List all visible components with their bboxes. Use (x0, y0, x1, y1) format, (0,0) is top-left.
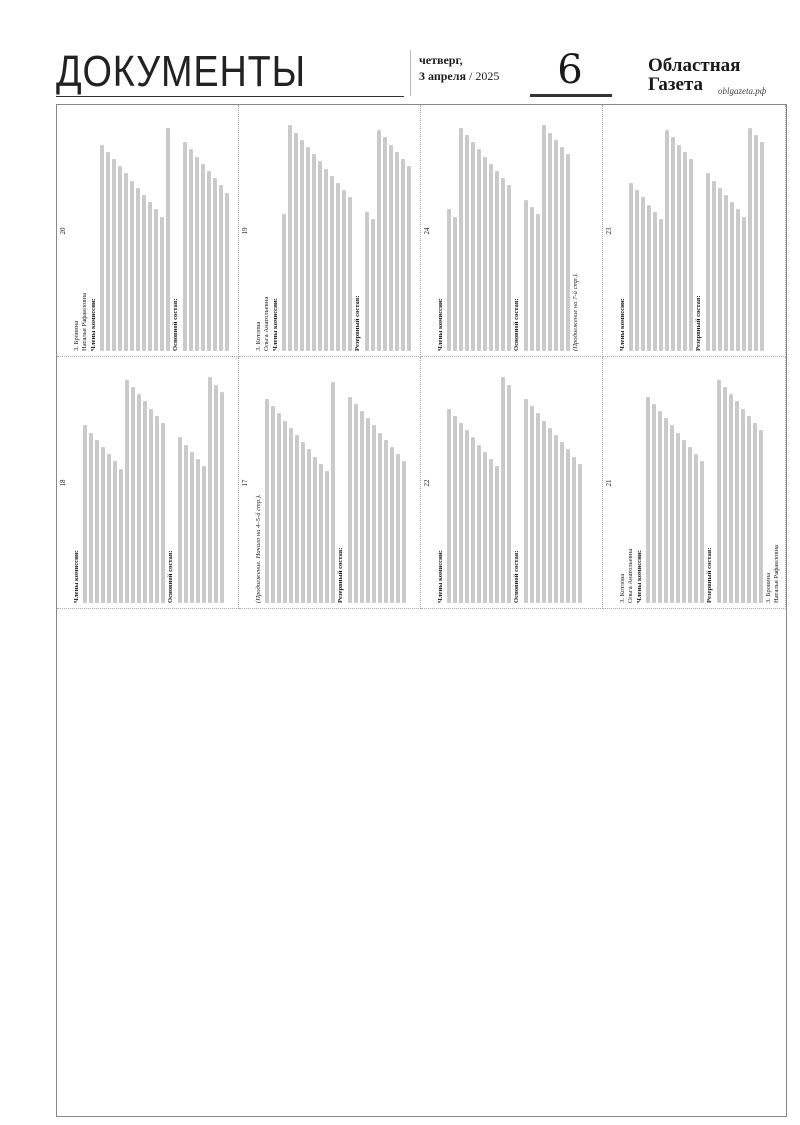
rotated-content (239, 105, 421, 357)
text-line-placeholder (407, 166, 411, 351)
text-line-placeholder (447, 209, 451, 351)
panel-page-number: 23 (605, 227, 613, 235)
commission-panel (239, 357, 421, 609)
text-line-placeholder (447, 409, 451, 603)
page-number: 6 (557, 47, 583, 93)
panel-page-number: 24 (423, 227, 431, 235)
text-line-placeholder (735, 401, 739, 603)
text-line-placeholder (730, 202, 734, 351)
text-line-placeholder (635, 190, 639, 351)
text-line-placeholder (489, 459, 493, 603)
section-heading: Основной состав: (513, 550, 521, 603)
text-line-placeholder (207, 171, 211, 351)
issue-year: / 2025 (468, 68, 500, 83)
text-line-placeholder (214, 385, 218, 603)
text-line: Ольга Анатольевна (627, 548, 635, 603)
panel-page-number: 19 (241, 227, 249, 235)
commission-panel (57, 357, 239, 609)
text-line-placeholder (658, 411, 662, 603)
text-line-placeholder (670, 425, 674, 603)
text-line-placeholder (530, 207, 534, 351)
text-line-placeholder (383, 137, 387, 351)
text-line-placeholder (548, 428, 552, 603)
issue-day-month: 3 апреля (419, 68, 466, 83)
text-line-placeholder (160, 217, 164, 351)
text-line-placeholder (652, 404, 656, 603)
text-line-placeholder (306, 147, 310, 351)
text-line-placeholder (459, 423, 463, 603)
rotated-content (57, 105, 239, 357)
text-line-placeholder (530, 406, 534, 603)
text-line-placeholder (507, 385, 511, 603)
text-line-placeholder (119, 469, 123, 603)
rotated-content (421, 105, 603, 357)
title-rule (56, 96, 404, 97)
page-number-rule (530, 94, 612, 97)
page-header (0, 0, 800, 100)
text-line-placeholder (689, 159, 693, 351)
commission-panel (421, 357, 603, 609)
text-line-placeholder (324, 169, 328, 351)
text-line-placeholder (313, 457, 317, 603)
text-line-placeholder (213, 178, 217, 351)
text-line-placeholder (307, 449, 311, 603)
text-line-placeholder (402, 461, 406, 603)
section-heading: Резервный состав: (337, 547, 345, 603)
text-line-placeholder (166, 128, 170, 351)
text-line-placeholder (554, 435, 558, 603)
commission-panel (603, 105, 786, 357)
text-line-placeholder (389, 145, 393, 351)
text-line-placeholder (396, 454, 400, 603)
text-line-placeholder (729, 394, 733, 603)
text-line-placeholder (677, 145, 681, 351)
logo-line-2: Газета (648, 74, 704, 95)
text-line-placeholder (723, 387, 727, 603)
text-line-placeholder (471, 437, 475, 603)
section-heading: Члены комиссии: (619, 298, 626, 351)
text-line-placeholder (724, 195, 728, 351)
section-heading: Члены комиссии: (437, 298, 444, 351)
text-line-placeholder (342, 190, 346, 351)
text-line: Наталья Рафаиловна (773, 545, 781, 603)
text-line-placeholder (288, 125, 292, 351)
panel-page-number: 20 (59, 227, 67, 235)
section-heading: Резервный состав: (695, 295, 703, 351)
panel-page-number: 18 (59, 479, 67, 487)
text-line-placeholder (566, 449, 570, 603)
text-line-placeholder (155, 416, 159, 603)
text-line-placeholder (676, 433, 680, 603)
text-line-placeholder (483, 157, 487, 351)
text-line-placeholder (189, 149, 193, 351)
rotated-content (421, 357, 603, 609)
text-line-placeholder (401, 159, 405, 351)
text-line-placeholder (360, 411, 364, 603)
text-line-placeholder (282, 214, 286, 351)
document-grid (56, 104, 787, 1117)
text-line-placeholder (142, 195, 146, 351)
text-line-placeholder (95, 440, 99, 603)
text-line-placeholder (183, 142, 187, 351)
commission-panel (421, 105, 603, 357)
text-line: 3. Котлова (619, 573, 626, 603)
text-line-placeholder (161, 423, 165, 603)
text-line-placeholder (107, 454, 111, 603)
text-line-placeholder (653, 212, 657, 351)
text-line-placeholder (395, 152, 399, 351)
text-line: (Продолжение. Начало на 4–5-й стр.). (255, 494, 262, 603)
section-heading: Члены комиссии: (271, 298, 279, 351)
text-line-placeholder (712, 181, 716, 351)
panel-page-number: 17 (241, 479, 249, 487)
section-heading: Резервный состав: (706, 547, 714, 603)
text-line-placeholder (384, 440, 388, 603)
text-line-placeholder (759, 430, 763, 603)
text-line-placeholder (190, 452, 194, 603)
commission-panel (603, 357, 786, 609)
text-line-placeholder (271, 406, 275, 603)
text-line-placeholder (100, 145, 104, 351)
text-line-placeholder (536, 413, 540, 603)
text-line-placeholder (377, 130, 381, 351)
text-line-placeholder (289, 428, 293, 603)
section-heading: Основной состав: (513, 298, 521, 351)
text-line-placeholder (130, 181, 134, 351)
text-line-placeholder (336, 183, 340, 351)
text-line-placeholder (647, 205, 651, 351)
text-line-placeholder (220, 392, 224, 603)
text-line-placeholder (501, 377, 505, 603)
text-line-placeholder (489, 164, 493, 351)
text-line: Ольга Анатольевна (263, 296, 271, 351)
commission-panel (57, 105, 239, 357)
text-line: (Продолжение на 7-й стр.). (571, 272, 579, 351)
section-heading: Члены комиссии: (89, 298, 97, 351)
text-line-placeholder (301, 442, 305, 603)
text-line-placeholder (300, 140, 304, 351)
text-line-placeholder (354, 404, 358, 603)
text-line-placeholder (578, 464, 582, 603)
text-line-placeholder (148, 202, 152, 351)
text-line-placeholder (671, 137, 675, 351)
text-line-placeholder (137, 394, 141, 603)
text-line-placeholder (682, 440, 686, 603)
text-line-placeholder (372, 425, 376, 603)
text-line-placeholder (524, 399, 528, 603)
text-line-placeholder (753, 423, 757, 603)
text-line-placeholder (124, 173, 128, 351)
text-line-placeholder (371, 219, 375, 351)
text-line-placeholder (283, 421, 287, 603)
text-line-placeholder (112, 159, 116, 351)
text-line-placeholder (646, 397, 650, 603)
text-line-placeholder (477, 149, 481, 351)
text-line-placeholder (202, 466, 206, 603)
text-line-placeholder (201, 164, 205, 351)
text-line-placeholder (318, 161, 322, 351)
text-line-placeholder (560, 147, 564, 351)
text-line-placeholder (453, 416, 457, 603)
commission-panel (239, 105, 421, 357)
section-heading: Члены комиссии: (437, 550, 444, 603)
text-line-placeholder (378, 433, 382, 603)
text-line-placeholder (184, 445, 188, 603)
text-line-placeholder (659, 219, 663, 351)
text-line-placeholder (495, 171, 499, 351)
header-divider (410, 50, 411, 96)
text-line-placeholder (665, 130, 669, 351)
text-line-placeholder (495, 466, 499, 603)
text-line-placeholder (700, 461, 704, 603)
text-line-placeholder (319, 464, 323, 603)
text-line-placeholder (348, 397, 352, 603)
text-line-placeholder (136, 188, 140, 351)
text-line-placeholder (149, 409, 153, 603)
text-line-placeholder (178, 437, 182, 603)
text-line: 3. Бровина (764, 572, 772, 603)
panel-page-number: 21 (605, 479, 613, 487)
section-heading: Члены комиссии: (73, 550, 80, 603)
text-line: Наталья Рафаиловна (81, 293, 89, 351)
text-line-placeholder (664, 418, 668, 603)
text-line-placeholder (507, 185, 511, 351)
text-line-placeholder (760, 142, 764, 351)
text-line-placeholder (747, 416, 751, 603)
text-line-placeholder (113, 461, 117, 603)
text-line-placeholder (131, 387, 135, 603)
rotated-content (603, 357, 786, 609)
text-line-placeholder (106, 152, 110, 351)
text-line-placeholder (453, 217, 457, 351)
text-line-placeholder (312, 154, 316, 351)
text-line-placeholder (688, 447, 692, 603)
text-line-placeholder (554, 140, 558, 351)
text-line-placeholder (477, 445, 481, 603)
text-line-placeholder (748, 128, 752, 351)
text-line-placeholder (694, 454, 698, 603)
text-line-placeholder (348, 197, 352, 351)
text-line-placeholder (542, 125, 546, 351)
text-line-placeholder (641, 197, 645, 351)
text-line-placeholder (717, 380, 721, 603)
text-line-placeholder (101, 447, 105, 603)
text-line-placeholder (706, 173, 710, 351)
text-line-placeholder (536, 214, 540, 351)
text-line-placeholder (277, 413, 281, 603)
text-line-placeholder (471, 142, 475, 351)
text-line-placeholder (208, 377, 212, 603)
text-line-placeholder (195, 157, 199, 351)
text-line-placeholder (225, 193, 229, 351)
rotated-content (57, 357, 239, 609)
text-line-placeholder (629, 183, 633, 351)
text-line-placeholder (572, 457, 576, 603)
text-line-placeholder (219, 185, 223, 351)
section-heading: Основной состав: (172, 298, 180, 351)
text-line: 3. Бровина (73, 320, 80, 351)
text-line-placeholder (390, 447, 394, 603)
section-title: ДОКУМЕНТЫ (56, 47, 307, 96)
text-line-placeholder (295, 435, 299, 603)
text-line-placeholder (501, 178, 505, 351)
panel-page-number: 22 (423, 479, 431, 487)
section-heading: Резервный состав: (354, 295, 362, 351)
section-heading: Члены комиссии: (635, 550, 643, 603)
text-line-placeholder (560, 442, 564, 603)
text-line-placeholder (683, 152, 687, 351)
issue-weekday: четверг, (419, 53, 463, 67)
text-line-placeholder (154, 209, 158, 351)
text-line-placeholder (465, 135, 469, 351)
text-line-placeholder (754, 135, 758, 351)
section-heading: Основной состав: (167, 550, 175, 603)
text-line-placeholder (524, 200, 528, 351)
text-line: 3. Котлова (255, 321, 262, 351)
text-line-placeholder (83, 425, 87, 603)
text-line-placeholder (548, 133, 552, 351)
text-line-placeholder (365, 212, 369, 351)
text-line-placeholder (331, 382, 335, 603)
rotated-content (239, 357, 421, 609)
rotated-content (603, 105, 786, 357)
text-line-placeholder (718, 188, 722, 351)
text-line-placeholder (294, 133, 298, 351)
text-line-placeholder (325, 471, 329, 603)
text-line-placeholder (736, 209, 740, 351)
text-line-placeholder (366, 418, 370, 603)
text-line-placeholder (89, 433, 93, 603)
text-line-placeholder (459, 128, 463, 351)
issue-date (419, 53, 499, 84)
text-line-placeholder (125, 380, 129, 603)
text-line-placeholder (330, 176, 334, 351)
text-line-placeholder (483, 452, 487, 603)
text-line-placeholder (196, 459, 200, 603)
text-line-placeholder (465, 430, 469, 603)
text-line-placeholder (741, 409, 745, 603)
text-line-placeholder (143, 401, 147, 603)
text-line-placeholder (566, 154, 570, 351)
logo-line-1: Областная (648, 55, 741, 76)
text-line-placeholder (742, 217, 746, 351)
newspaper-url: oblgazeta.рф (718, 86, 767, 96)
text-line-placeholder (118, 166, 122, 351)
text-line-placeholder (542, 421, 546, 603)
text-line-placeholder (265, 399, 269, 603)
